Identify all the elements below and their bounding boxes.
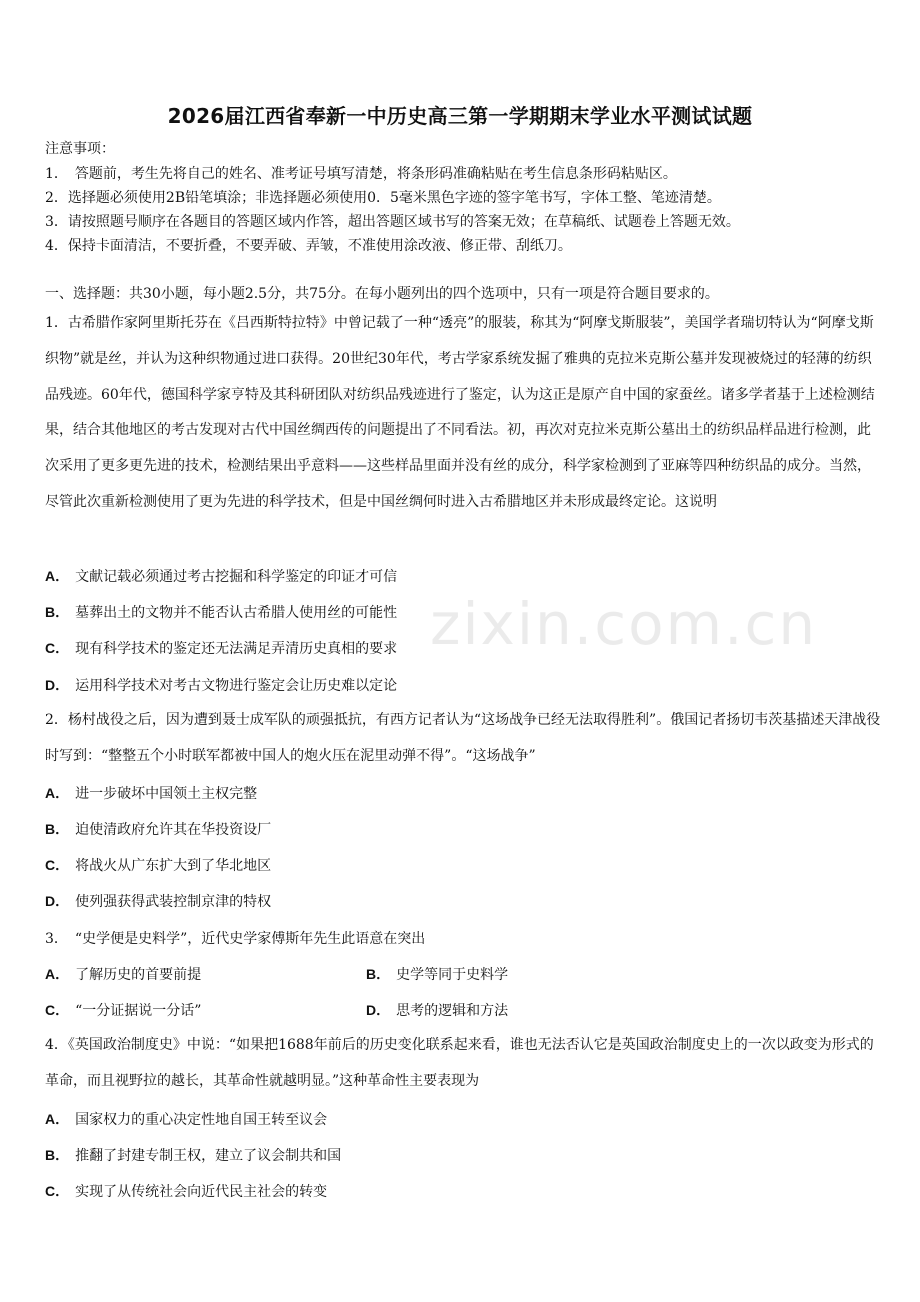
q4-option-c[interactable] [45,1181,327,1201]
option-key: D． [45,893,70,909]
option-text: 了解历史的首要前提 [75,967,202,983]
q1-option-c[interactable] [45,638,397,658]
option-text: 迫使清政府允许其在华投资设厂 [75,822,272,838]
q3-option-b[interactable] [366,964,508,984]
q4-option-a[interactable] [45,1109,327,1129]
option-key: D． [45,677,70,693]
option-key: B． [45,1147,70,1163]
notice-item: 1． 答题前，考生先将自己的姓名、准考证号填写清楚，将条形码准确粘贴在考生信息条形码粘贴区。 [45,166,677,182]
option-key: C． [45,1183,70,1199]
q1-option-a[interactable] [45,566,397,586]
option-key: C． [45,1002,70,1018]
q4-option-b[interactable] [45,1145,341,1165]
q3-option-c[interactable] [45,1000,201,1020]
notice-heading: 注意事项： [45,141,115,157]
option-key: D． [366,1002,391,1018]
q2-option-d[interactable] [45,891,271,911]
notice-item: 3．请按照题号顺序在各题目的答题区域内作答，超出答题区域书写的答案无效；在草稿纸、试题卷上答题无效。 [45,214,740,230]
option-key: A． [45,966,70,982]
option-key: C． [45,640,70,656]
option-text: 史学等同于史料学 [396,967,509,983]
option-text: 将战火从广东扩大到了华北地区 [75,858,272,874]
option-text: 国家权力的重心决定性地自国王转至议会 [75,1112,328,1128]
option-text: 实现了从传统社会向近代民主社会的转变 [75,1184,328,1200]
q2-option-a[interactable] [45,783,257,803]
option-text: 运用科学技术对考古文物进行鉴定会让历史难以定论 [75,678,398,694]
q2-option-c[interactable] [45,855,271,875]
q3-option-d[interactable] [366,1000,508,1020]
q1-option-d[interactable] [45,675,397,695]
option-text: 思考的逻辑和方法 [396,1003,509,1019]
notice-item: 4．保持卡面清洁，不要折叠，不要弄破、弄皱，不准使用涂改液、修正带、刮纸刀。 [45,238,572,254]
option-text: 现有科学技术的鉴定还无法满足弄清历史真相的要求 [75,641,398,657]
question-3-stem: 3． “史学便是史料学”，近代史学家傅斯年先生此语意在突出 [45,931,426,947]
question-1-stem: 1．古希腊作家阿里斯托芬在《吕西斯特拉特》中曾记载了一种“透亮”的服装，称其为“阿摩戈斯服装”，美国学者瑞切特认为“阿摩戈斯织物”就是丝，并认为这种织物通过进口获得。20世纪30年代，考古学家系统发掘了雅典的克拉米克斯公墓并发现被烧过的轻薄的纺织品残迹。60年代，德国科学家亨特及其科研团队对纺织品残迹进行了鉴定，认为这正是原产自中国的家蚕丝。诸多学者基于上述检测结果，结合其他地区的考古发现对古代中国丝绸西传的问题提出了不同看法。初，再次对克拉米克斯公墓出土的纺织品样品进行检测，此次采用了更多更先进的技术，检测结果出乎意料——这些样品里面并没有丝的成分，科学家检测到了亚麻等四种纺织品的成分。当然，尽管此次重新检测使用了更为先进的科学技术，但是中国丝绸何时进入古希腊地区并未形成最终定论。这说明 [45,315,875,510]
page-title: 2026届江西省奉新一中历史高三第一学期期末学业水平测试试题 [167,104,753,128]
option-text: 进一步破坏中国领土主权完整 [75,786,258,802]
option-key: A． [45,568,70,584]
option-text: “一分证据说一分话” [75,1003,202,1019]
option-text: 推翻了封建专制王权，建立了议会制共和国 [75,1148,342,1164]
option-text: 使列强获得武装控制京津的特权 [75,894,272,910]
question-4-stem: 4．《英国政治制度史》中说：“如果把1688年前后的历史变化联系起来看，谁也无法否认它是英国政治制度史上的一次以政变为形式的革命，而且视野拉的越长，其革命性就越明显。”这种革命性主要表现为 [45,1037,874,1089]
q2-option-b[interactable] [45,819,271,839]
q1-option-b[interactable] [45,602,397,622]
option-key: A． [45,1111,70,1127]
notice-item: 2．选择题必须使用2B铅笔填涂；非选择题必须使用0．5毫米黑色字迹的签字笔书写，字体工整、笔迹清楚。 [45,190,721,206]
watermark: zixin.com.cn [430,590,818,658]
option-key: A． [45,785,70,801]
option-key: C． [45,857,70,873]
section-heading: 一、选择题：共30小题，每小题2.5分，共75分。在每小题列出的四个选项中，只有一项是符合题目要求的。 [45,286,719,302]
option-key: B． [45,604,70,620]
option-key: B． [366,966,391,982]
option-text: 文献记载必须通过考古挖掘和科学鉴定的印证才可信 [75,569,398,585]
q3-option-a[interactable] [45,964,201,984]
question-2-stem: 2．杨村战役之后，因为遭到聂士成军队的顽强抵抗，有西方记者认为“这场战争已经无法取得胜利”。俄国记者扬切韦茨基描述天津战役时写到：“整整五个小时联军都被中国人的炮火压在泥里动弹不得”。“这场战争” [45,712,881,764]
option-key: B． [45,821,70,837]
option-text: 墓葬出土的文物并不能否认古希腊人使用丝的可能性 [75,605,398,621]
